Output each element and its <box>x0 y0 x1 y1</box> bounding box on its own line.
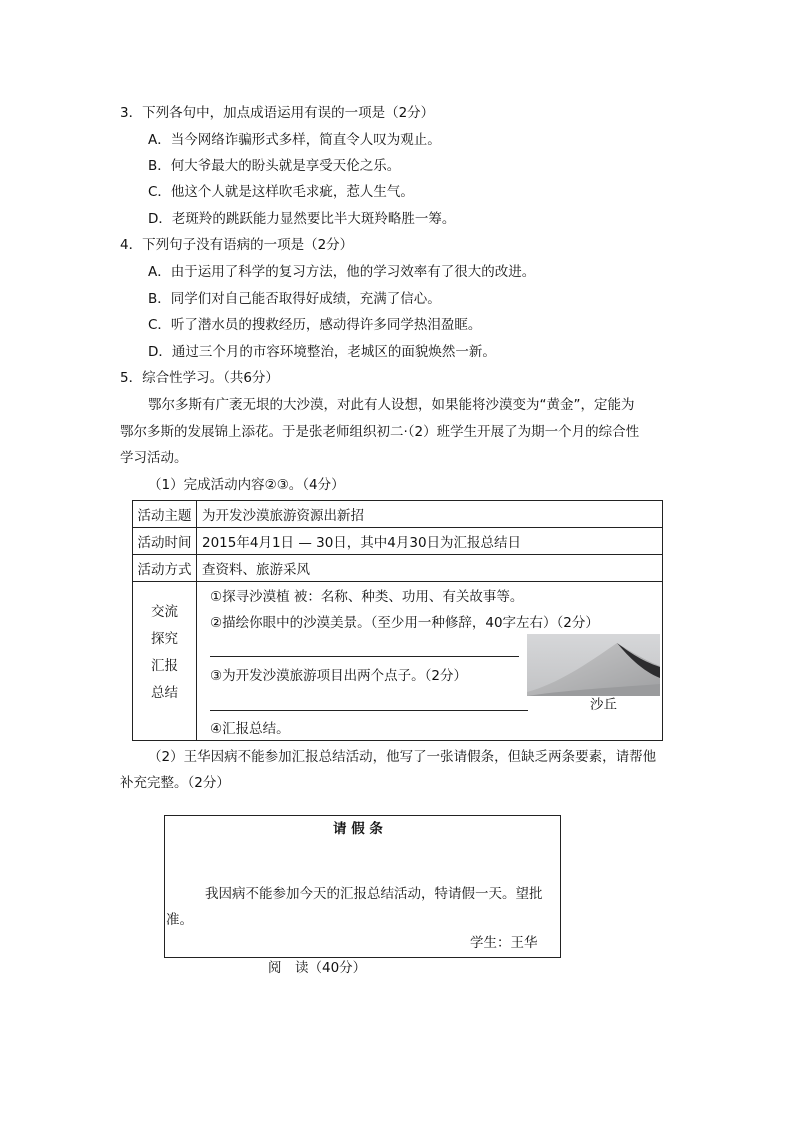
exchange-label-line: 探究 <box>151 631 178 647</box>
table-row <box>133 528 663 555</box>
q4-option-b: B．同学们对自己能否取得好成绩，充满了信心。 <box>148 291 441 307</box>
exchange-label-line: 总结 <box>151 685 178 701</box>
item-1: ①探寻沙漠植 被：名称、种类、功用、有关故事等。 <box>210 589 524 605</box>
row-value: 为开发沙漠旅游资源出新招 <box>197 501 663 528</box>
q3-option-b: B．何大爷最大的盼头就是享受天伦之乐。 <box>148 158 401 174</box>
q5-intro-line-1: 鄂尔多斯有广袤无垠的大沙漠，对此有人设想，如果能将沙漠变为“黄金”，定能为 <box>148 397 635 413</box>
exchange-label-line: 交流 <box>151 604 178 620</box>
row-value: 2015年4月1日 — 30日，其中4月30日为汇报总结日 <box>197 528 663 555</box>
row-value: 查资料、旅游采风 <box>197 555 663 582</box>
section-title: 阅 读（40分） <box>268 960 367 976</box>
q5-intro-line-3: 学习活动。 <box>120 450 188 466</box>
table-row <box>133 501 663 528</box>
image-caption: 沙丘 <box>590 697 617 713</box>
item-4: ④汇报总结。 <box>210 721 290 737</box>
leave-note-body-line-1: 我因病不能参加今天的汇报总结活动，特请假一天。望批 <box>205 886 543 902</box>
answer-line-3[interactable] <box>210 710 528 711</box>
q4-option-d: D．通过三个月的市容环境整治，老城区的面貌焕然一新。 <box>148 344 496 360</box>
answer-line-2[interactable] <box>210 656 519 657</box>
q3-option-a: A．当今网络诈骗形式多样，简直令人叹为观止。 <box>148 132 441 148</box>
q4-option-c: C．听了潜水员的搜救经历，感动得许多同学热泪盈眶。 <box>148 317 482 333</box>
exchange-label-line: 汇报 <box>151 658 178 674</box>
q4-option-a: A．由于运用了科学的复习方法，他的学习效率有了很大的改进。 <box>148 264 536 280</box>
row-label: 活动主题 <box>133 501 197 528</box>
leave-note-body-line-2: 准。 <box>166 912 193 928</box>
row-label: 活动方式 <box>133 555 197 582</box>
leave-note-title: 请 假 条 <box>333 821 383 837</box>
q3-option-c: C．他这个人就是这样吹毛求疵，惹人生气。 <box>148 184 414 200</box>
q5-intro-line-2: 鄂尔多斯的发展锦上添花。于是张老师组织初二·（2）班学生开展了为期一个月的综合性 <box>120 424 640 440</box>
sand-dune-drawing <box>527 634 660 696</box>
item-2: ②描绘你眼中的沙漠美景。（至少用一种修辞，40字左右）（2分） <box>210 615 599 631</box>
row-label: 活动时间 <box>133 528 197 555</box>
sand-dune-image <box>527 634 660 696</box>
q5-part1: （1）完成活动内容②③。（4分） <box>148 477 345 493</box>
q3-stem: 3．下列各句中，加点成语运用有误的一项是（2分） <box>120 105 435 121</box>
table-row <box>133 555 663 582</box>
q3-option-d: D．老斑羚的跳跃能力显然要比半大斑羚略胜一筹。 <box>148 211 456 227</box>
item-3: ③为开发沙漠旅游项目出两个点子。（2分） <box>210 668 467 684</box>
exchange-label <box>133 582 197 741</box>
leave-note-signature: 学生：王华 <box>470 935 538 951</box>
q5-part2-line-2: 补充完整。（2分） <box>120 775 230 791</box>
q4-stem: 4．下列句子没有语病的一项是（2分） <box>120 237 354 253</box>
q5-stem: 5．综合性学习。（共6分） <box>120 370 279 386</box>
q5-part2-line-1: （2）王华因病不能参加汇报总结活动，他写了一张请假条，但缺乏两条要素，请帮他 <box>148 749 657 765</box>
